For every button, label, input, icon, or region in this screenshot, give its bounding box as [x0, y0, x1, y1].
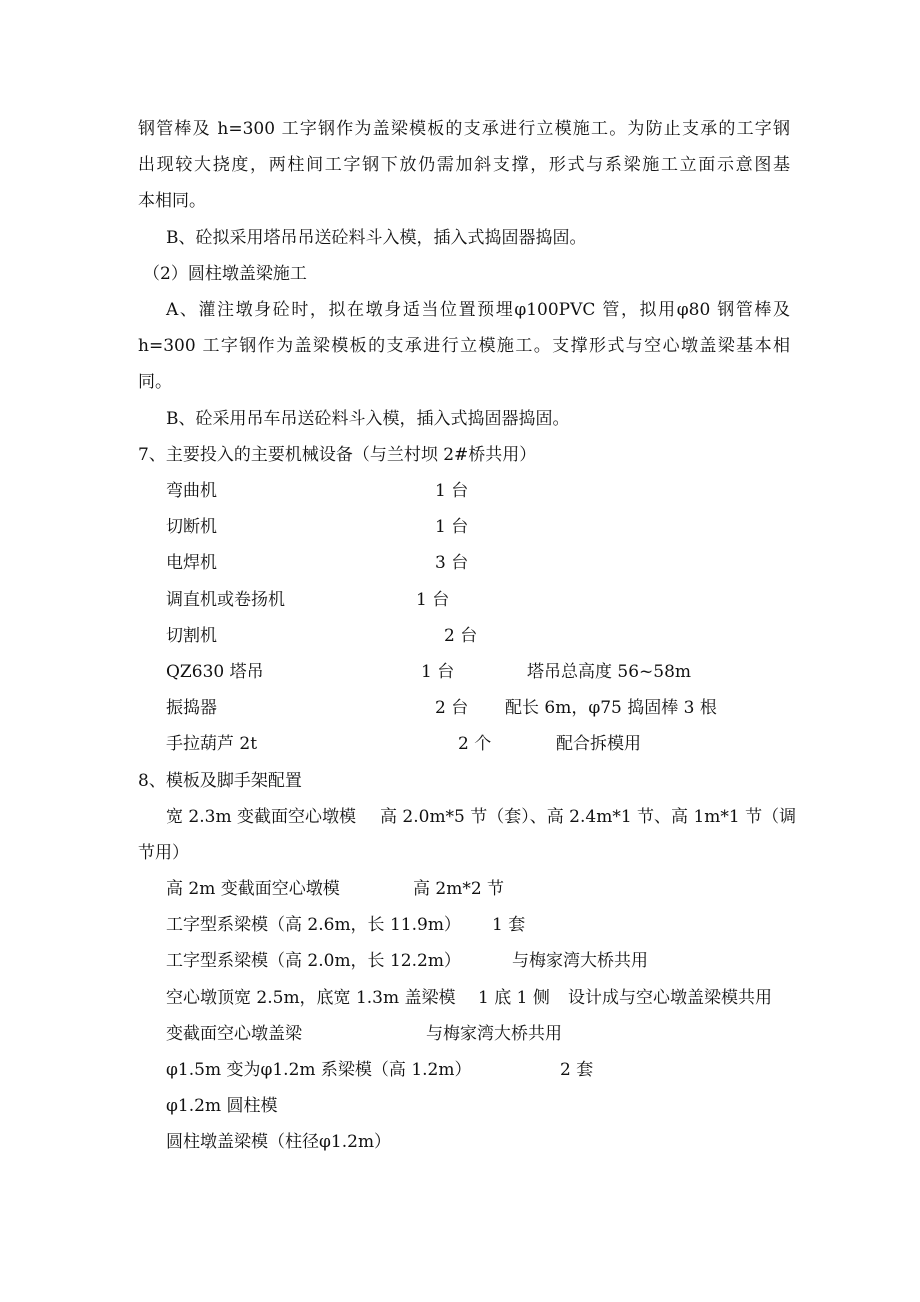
paragraph-line: A、灌注墩身砼时，拟在墩身适当位置预埋φ100PVC 管，拟用φ80 钢管棒及 — [166, 300, 790, 320]
equipment-qty: 1 台 — [435, 481, 469, 501]
formwork-name: 高 2m 变截面空心墩模 — [166, 879, 340, 899]
formwork-name: φ1.5m 变为φ1.2m 系梁模（高 1.2m） — [166, 1060, 472, 1080]
formwork-spec: 1 套 — [492, 915, 526, 935]
section-heading: 8、模板及脚手架配置 — [138, 771, 302, 791]
equipment-qty: 1 台 — [435, 517, 469, 537]
paragraph-line: 出现较大挠度，两柱间工字钢下放仍需加斜支撑，形式与系梁施工立面示意图基 — [138, 155, 790, 175]
formwork-name: 工字型系梁模（高 2.0m，长 12.2m） — [166, 951, 461, 971]
formwork-spec: 与梅家湾大桥共用 — [426, 1024, 562, 1044]
equipment-note: 配长 6m，φ75 捣固棒 3 根 — [505, 698, 717, 718]
equipment-name: 振捣器 — [166, 698, 217, 718]
formwork-name: φ1.2m 圆柱模 — [166, 1096, 278, 1116]
equipment-qty: 1 台 — [421, 662, 455, 682]
equipment-qty: 2 个 — [458, 734, 492, 754]
equipment-note: 配合拆模用 — [556, 734, 641, 754]
formwork-spec: 2 套 — [560, 1060, 594, 1080]
equipment-name: 切断机 — [166, 517, 217, 537]
paragraph-line: 同。 — [138, 372, 172, 392]
paragraph-line: h=300 工字钢作为盖梁模板的支承进行立模施工。支撑形式与空心墩盖梁基本相 — [138, 336, 790, 356]
paragraph-line: 本相同。 — [138, 191, 206, 211]
equipment-note: 塔吊总高度 56~58m — [527, 662, 692, 682]
equipment-qty: 3 台 — [435, 553, 469, 573]
section-heading: 7、主要投入的主要机械设备（与兰村坝 2#桥共用） — [138, 445, 537, 465]
formwork-name: 工字型系梁模（高 2.6m，长 11.9m） — [166, 915, 461, 935]
paragraph-line: 钢管棒及 h=300 工字钢作为盖梁模板的支承进行立模施工。为防止支承的工字钢 — [138, 119, 790, 139]
equipment-name: 调直机或卷扬机 — [166, 590, 285, 610]
subsection-heading: （2）圆柱墩盖梁施工 — [143, 264, 307, 284]
equipment-name: 切割机 — [166, 626, 217, 646]
equipment-qty: 2 台 — [444, 626, 478, 646]
formwork-note: 设计成与空心墩盖梁模共用 — [568, 988, 772, 1008]
paragraph-line: B、砼拟采用塔吊吊送砼料斗入模，插入式捣固器捣固。 — [166, 228, 587, 248]
formwork-name: 宽 2.3m 变截面空心墩模 — [166, 807, 356, 827]
formwork-spec: 与梅家湾大桥共用 — [512, 951, 648, 971]
formwork-spec-continued: 节用） — [138, 843, 189, 863]
equipment-name: QZ630 塔吊 — [166, 662, 264, 682]
formwork-name: 变截面空心墩盖梁 — [166, 1024, 302, 1044]
equipment-name: 手拉葫芦 2t — [166, 734, 258, 754]
equipment-name: 电焊机 — [166, 553, 217, 573]
equipment-name: 弯曲机 — [166, 481, 217, 501]
formwork-spec: 高 2.0m*5 节（套）、高 2.4m*1 节、高 1m*1 节（调 — [380, 807, 797, 827]
formwork-name: 空心墩顶宽 2.5m，底宽 1.3m 盖梁模 — [166, 988, 456, 1008]
paragraph-line: B、砼采用吊车吊送砼料斗入模，插入式捣固器捣固。 — [166, 409, 570, 429]
equipment-qty: 2 台 — [435, 698, 469, 718]
formwork-spec: 1 底 1 侧 — [478, 988, 550, 1008]
equipment-qty: 1 台 — [416, 590, 450, 610]
formwork-spec: 高 2m*2 节 — [413, 879, 505, 899]
formwork-name: 圆柱墩盖梁模（柱径φ1.2m） — [166, 1132, 392, 1152]
